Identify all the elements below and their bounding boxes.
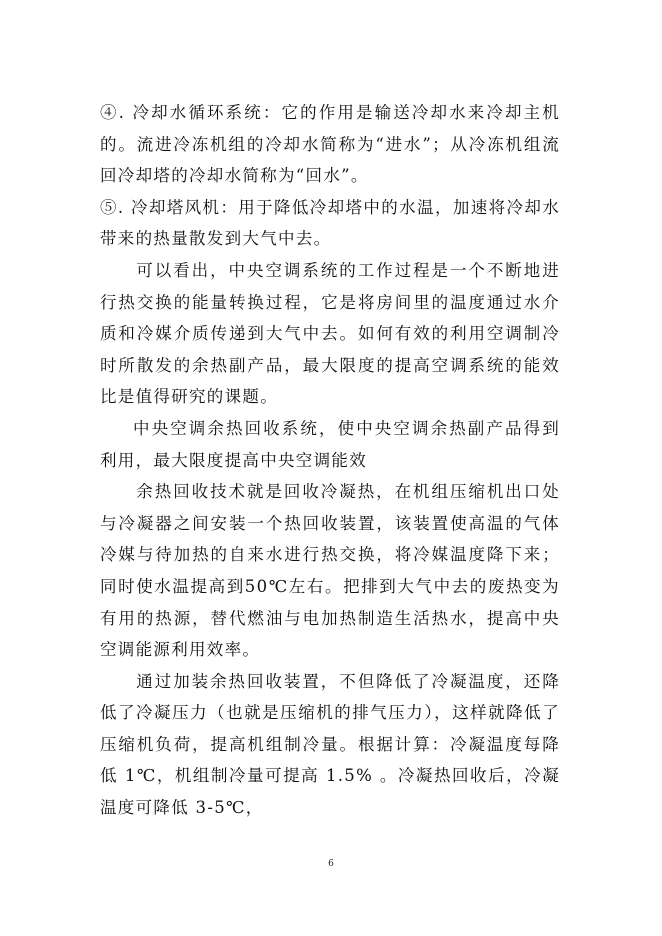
paragraph-heat-recovery-benefits: 通过加装余热回收装置，不但降低了冷凝温度，还降低了冷凝压力（也就是压缩机的排气压力），这样就降低了压缩机负荷，提高机组制冷量。根据计算：冷凝温度每降低 1℃，机组制冷量可提高 1.5% 。冷凝热回收后，冷凝温度可降低 3-5℃， [100,671,560,818]
page-number: 6 [328,859,334,869]
document-body [100,97,560,824]
paragraph-cooling-water-system: ④. 冷却水循环系统：它的作用是输送冷却水来冷却主机的。流进冷冻机组的冷却水简称为“进水”；从冷冻机组流回冷却塔的冷却水简称为“回水”。 [100,103,560,186]
paragraph-summary: 可以看出，中央空调系统的工作过程是一个不断地进行热交换的能量转换过程，它是将房间里的温度通过水介质和冷媒介质传递到大气中去。如何有效的利用空调制冷时所散发的余热副产品，最大限度的提高空调系统的能效比是值得研究的课题。 [100,260,560,407]
paragraph-cooling-tower-fan: ⑤. 冷却塔风机：用于降低冷却塔中的水温，加速将冷却水带来的热量散发到大气中去。 [100,197,560,249]
paragraph-heat-recovery-technology: 余热回收技术就是回收冷凝热，在机组压缩机出口处与冷凝器之间安装一个热回收装置，该装置使高温的气体冷媒与待加热的自来水进行热交换，将冷媒温度降下来；同时使水温提高到50℃左右。把排到大气中去的废热变为有用的热源，替代燃油与电加热制造生活热水，提高中央空调能源利用效率。 [100,482,560,660]
section-heading: 中央空调余热回收系统，使中央空调余热副产品得到利用，最大限度提高中央空调能效 [100,418,560,470]
